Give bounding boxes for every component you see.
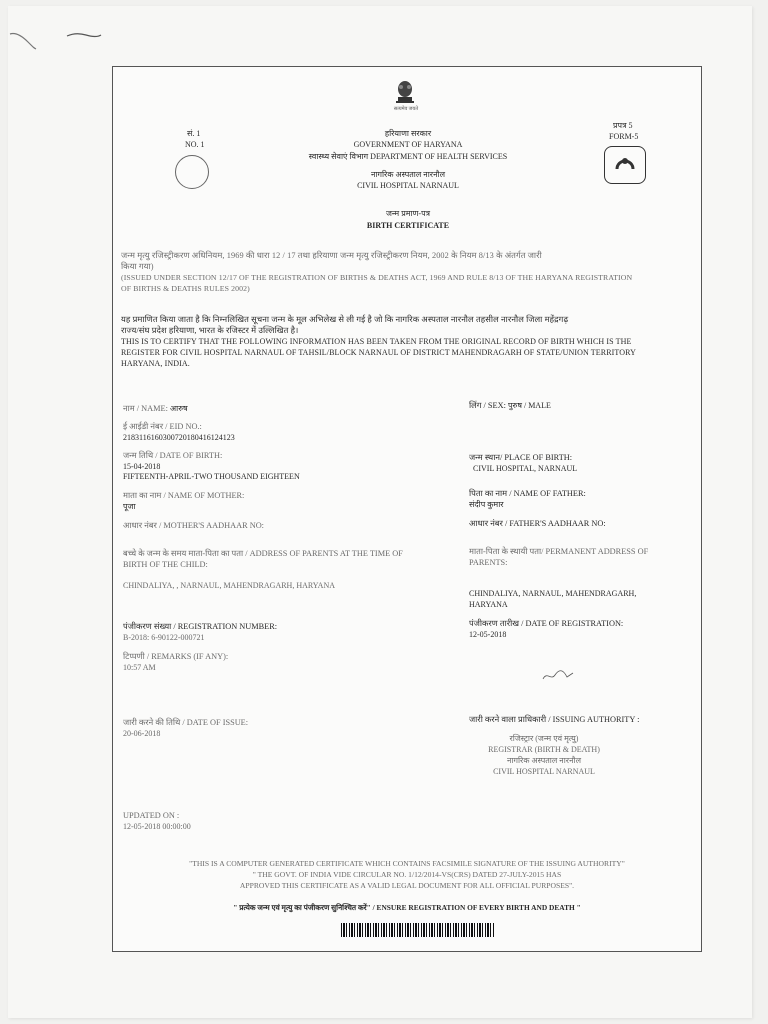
certify-hindi: यह प्रमाणित किया जाता है कि निम्नलिखित सूचना जन्म के मूल अभिलेख से ली गई है जो कि नागरिक अस्पताल नारनौल तहसील नारनौल जिला महेंद्रगढ़ [121, 315, 569, 324]
sex-label: लिंग / SEX: [469, 401, 506, 410]
signature-icon [541, 667, 575, 683]
registration-date-label: पंजीकरण तारीख / DATE OF REGISTRATION: [469, 619, 624, 628]
issue-date-label: जारी करने की तिथि / DATE OF ISSUE: [123, 718, 249, 727]
address-at-birth-value: CHINDALIYA, , NARNAUL, MAHENDRAGARH, HARYANA [123, 581, 335, 590]
government-english: GOVERNMENT OF HARYANA [353, 140, 463, 149]
permanent-address-label: माता-पिता के स्थायी पता/ PERMANENT ADDRESS OF [469, 547, 649, 556]
issued-under-hindi-2: किया गया) [121, 262, 154, 271]
form-number-english: FORM-5 [609, 132, 639, 141]
remarks-value: 10:57 AM [123, 663, 156, 672]
hospital-hindi: नागरिक अस्पताल नारनौल [370, 170, 446, 179]
ensure-registration-note: " प्रत्येक जन्म एवं मृत्यु का पंजीकरण सुनिश्चित करें" / ENSURE REGISTRATION OF EVERY BIRTH AND DEATH " [233, 903, 581, 912]
father-aadhaar-label: आधार नंबर / FATHER'S AADHAAR NO: [469, 519, 606, 528]
name-value: आरुष [170, 404, 188, 413]
eid-value: 2183116160300720180416124123 [123, 433, 235, 442]
form-number-hindi: प्रपत्र 5 [613, 121, 633, 130]
national-emblem-icon [394, 79, 416, 105]
certify-english-2: REGISTER FOR CIVIL HOSPITAL NARNAUL OF TAHSIL/BLOCK NARNAUL OF DISTRICT MAHENDRAGARH OF STATE/UNION TERRITORY [121, 348, 637, 357]
title-hindi: जन्म प्रमाण-पत्र [385, 209, 431, 218]
issued-under-english-2: OF BIRTHS & DEATHS RULES 2002) [121, 284, 250, 293]
address-at-birth-label: बच्चे के जन्म के समय माता-पिता का पता / ADDRESS OF PARENTS AT THE TIME OF [123, 549, 403, 558]
authority-hindi-1: रजिस्ट्रार (जन्म एवं मृत्यु) [509, 734, 579, 743]
place-of-birth-label: जन्म स्थान/ PLACE OF BIRTH: [469, 453, 573, 462]
issuing-authority-label: जारी करने वाला प्राधिकारी / ISSUING AUTHORITY : [469, 715, 640, 724]
barcode [341, 923, 494, 937]
eid-label: ई आईडी नंबर / EID NO.: [123, 422, 202, 431]
mother-name-label: माता का नाम / NAME OF MOTHER: [123, 491, 245, 500]
government-hindi: हरियाणा सरकार [384, 129, 432, 138]
issue-date-value: 20-06-2018 [123, 729, 161, 738]
birth-certificate [112, 66, 702, 952]
sex-value: पुरुष / MALE [508, 401, 551, 410]
mother-name-value: पूजा [123, 502, 136, 511]
hospital-english: CIVIL HOSPITAL NARNAUL [357, 181, 459, 190]
certify-english: THIS IS TO CERTIFY THAT THE FOLLOWING INFORMATION HAS BEEN TAKEN FROM THE ORIGINAL RECORD OF BIRTH WHICH IS THE [121, 337, 632, 346]
authority-hindi-2: नागरिक अस्पताल नारनौल [506, 756, 582, 765]
dob-label: जन्म तिथि / DATE OF BIRTH: [123, 451, 223, 460]
permanent-address-value-2: HARYANA [469, 600, 508, 609]
address-at-birth-label-2: BIRTH OF THE CHILD: [123, 560, 208, 569]
serial-no-english: NO. 1 [185, 140, 205, 149]
updated-on-value: 12-05-2018 00:00:00 [123, 822, 191, 831]
dob-value: 15-04-2018 [123, 462, 161, 471]
dob-words: FIFTEENTH-APRIL-TWO THOUSAND EIGHTEEN [123, 472, 300, 481]
scan-mark-icon [66, 32, 102, 38]
form-logo-icon [604, 146, 646, 184]
mother-aadhaar-label: आधार नंबर / MOTHER'S AADHAAR NO: [123, 521, 264, 530]
place-of-birth-value: CIVIL HOSPITAL, NARNAUL [473, 464, 578, 473]
father-name-value: संदीप कुमार [469, 500, 504, 509]
name-field [123, 403, 383, 414]
scan-mark-icon [8, 30, 38, 50]
approval-note: APPROVED THIS CERTIFICATE AS A VALID LEGAL DOCUMENT FOR ALL OFFICIAL PURPOSES". [239, 881, 575, 890]
permanent-address-value: CHINDALIYA, NARNAUL, MAHENDRAGARH, [469, 589, 637, 598]
registration-number-value: B-2018: 6-90122-000721 [123, 633, 205, 642]
father-name-label: पिता का नाम / NAME OF FATHER: [469, 489, 586, 498]
sex-field [469, 400, 689, 411]
updated-on-label: UPDATED ON : [123, 811, 180, 820]
computer-generated-note: "THIS IS A COMPUTER GENERATED CERTIFICATE WHICH CONTAINS FACSIMILE SIGNATURE OF THE ISSUING AUTHORITY" [189, 859, 625, 868]
name-label: नाम / NAME: [123, 404, 168, 413]
authority-english-2: CIVIL HOSPITAL NARNAUL [493, 767, 595, 776]
issued-under-english: (ISSUED UNDER SECTION 12/17 OF THE REGISTRATION OF BIRTHS & DEATHS ACT, 1969 AND RULE 8/13 OF THE HARYANA REGISTRATION [121, 273, 633, 282]
permanent-address-label-2: PARENTS: [469, 558, 508, 567]
issued-under-hindi: जन्म मृत्यु रजिस्ट्रीकरण अधिनियम, 1969 की धारा 12 / 17 तथा हरियाणा जन्म मृत्यु रजिस्ट्रीकरण नियम, 2002 के नियम 8/13 के अंतर्गत जारी [121, 251, 542, 260]
circular-note: " THE GOVT. OF INDIA VIDE CIRCULAR NO. 1/12/2014-VS(CRS) DATED 27-JULY-2015 HAS [252, 870, 562, 879]
remarks-label: टिप्पणी / REMARKS (IF ANY): [123, 652, 229, 661]
department-name: स्वास्थ्य सेवाएं विभाग DEPARTMENT OF HEALTH SERVICES [308, 152, 508, 161]
emblem-caption: सत्यमेव जयते [393, 107, 419, 112]
authority-english-1: REGISTRAR (BIRTH & DEATH) [488, 745, 600, 754]
certify-english-3: HARYANA, INDIA. [121, 359, 190, 368]
serial-no-hindi: सं. 1 [187, 129, 201, 138]
registration-date-value: 12-05-2018 [469, 630, 507, 639]
certify-hindi-2: राज्य/संघ प्रदेश हरियाणा, भारत के रजिस्टर में उल्लिखित है। [121, 326, 299, 335]
title-english: BIRTH CERTIFICATE [366, 221, 450, 230]
registration-number-label: पंजीकरण संख्या / REGISTRATION NUMBER: [123, 622, 278, 631]
haryana-seal-icon [175, 155, 209, 189]
